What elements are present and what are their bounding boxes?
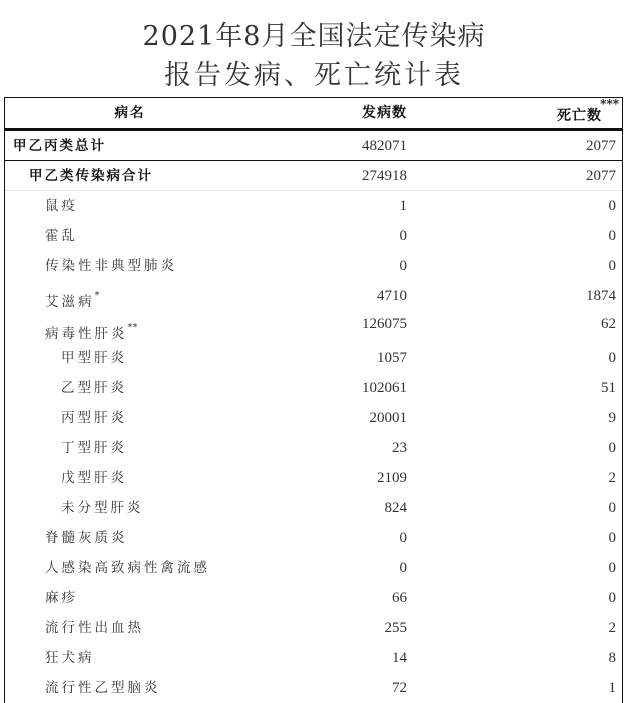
header-cases: 发病数 bbox=[362, 105, 407, 121]
row-cases: 0 bbox=[399, 258, 407, 274]
table-row bbox=[5, 613, 622, 643]
table-row bbox=[5, 643, 622, 673]
row-footnote: * bbox=[94, 290, 100, 301]
table-row-subtotal bbox=[5, 161, 622, 191]
row-name: 麻疹 bbox=[45, 590, 78, 606]
table-row bbox=[5, 221, 622, 251]
row-deaths: 0 bbox=[608, 530, 616, 546]
row-deaths: 0 bbox=[608, 350, 616, 366]
row-deaths: 0 bbox=[608, 590, 616, 606]
table-row bbox=[5, 583, 622, 613]
header-disease-name: 病名 bbox=[114, 105, 146, 121]
header-deaths: 死亡数 bbox=[557, 108, 602, 124]
table-row bbox=[5, 343, 622, 373]
row-name: 丙型肝炎 bbox=[61, 410, 127, 426]
row-cases: 126075 bbox=[362, 316, 407, 332]
page-title-line-1: 2021年8月全国法定传染病 bbox=[142, 21, 486, 52]
row-cases: 66 bbox=[392, 590, 407, 606]
row-cases: 274918 bbox=[362, 168, 407, 184]
table-row bbox=[5, 553, 622, 583]
row-deaths: 2 bbox=[608, 620, 616, 636]
row-name: 流行性乙型脑炎 bbox=[45, 680, 161, 696]
row-deaths: 2 bbox=[608, 470, 616, 486]
table-row bbox=[5, 523, 622, 553]
row-cases: 255 bbox=[384, 620, 407, 636]
row-cases: 482071 bbox=[362, 138, 407, 154]
row-deaths: 0 bbox=[608, 440, 616, 456]
row-cases: 0 bbox=[399, 560, 407, 576]
row-name: 甲乙类传染病合计 bbox=[29, 168, 153, 184]
row-deaths: 0 bbox=[608, 198, 616, 214]
table-row bbox=[5, 191, 622, 221]
row-name: 艾滋病* bbox=[45, 290, 100, 310]
row-deaths: 0 bbox=[608, 500, 616, 516]
row-name: 戊型肝炎 bbox=[61, 470, 127, 486]
table-row bbox=[5, 373, 622, 403]
row-deaths: 2077 bbox=[586, 168, 616, 184]
row-footnote: ** bbox=[127, 322, 138, 333]
row-name: 人感染高致病性禽流感 bbox=[45, 560, 210, 576]
row-name: 丁型肝炎 bbox=[61, 440, 127, 456]
row-cases: 0 bbox=[399, 228, 407, 244]
row-deaths: 0 bbox=[608, 258, 616, 274]
row-name: 甲型肝炎 bbox=[61, 350, 127, 366]
row-name: 未分型肝炎 bbox=[61, 500, 144, 516]
disease-statistics-table bbox=[4, 97, 623, 703]
row-cases: 102061 bbox=[362, 380, 407, 396]
row-deaths: 0 bbox=[608, 560, 616, 576]
row-cases: 20001 bbox=[369, 410, 407, 426]
row-deaths: 1 bbox=[608, 680, 616, 696]
row-name: 狂犬病 bbox=[45, 650, 95, 666]
table-row bbox=[5, 251, 622, 281]
table-header-row bbox=[5, 98, 622, 131]
row-cases: 72 bbox=[392, 680, 407, 696]
table-row bbox=[5, 493, 622, 523]
row-cases: 2109 bbox=[377, 470, 407, 486]
header-deaths-footnote: *** bbox=[600, 97, 619, 111]
row-deaths: 62 bbox=[601, 316, 616, 332]
row-deaths: 8 bbox=[608, 650, 616, 666]
row-cases: 0 bbox=[399, 530, 407, 546]
page-title-line-2: 报告发病、死亡统计表 bbox=[164, 60, 464, 91]
table-row bbox=[5, 313, 622, 343]
row-name: 乙型肝炎 bbox=[61, 380, 127, 396]
row-name: 流行性出血热 bbox=[45, 620, 144, 636]
row-name: 传染性非典型肺炎 bbox=[45, 258, 177, 274]
row-cases: 23 bbox=[392, 440, 407, 456]
row-name: 甲乙丙类总计 bbox=[13, 138, 106, 154]
row-cases: 14 bbox=[392, 650, 407, 666]
row-deaths: 0 bbox=[608, 228, 616, 244]
row-deaths: 2077 bbox=[586, 138, 616, 154]
row-cases: 824 bbox=[384, 500, 407, 516]
table-row bbox=[5, 433, 622, 463]
row-cases: 1057 bbox=[377, 350, 407, 366]
row-deaths: 51 bbox=[601, 380, 616, 396]
table-row bbox=[5, 673, 622, 703]
table-row bbox=[5, 463, 622, 493]
row-name: 霍乱 bbox=[45, 228, 78, 244]
row-cases: 1 bbox=[399, 198, 407, 214]
row-name: 鼠疫 bbox=[45, 198, 78, 214]
row-cases: 4710 bbox=[377, 288, 407, 304]
row-name: 病毒性肝炎** bbox=[45, 322, 138, 342]
row-deaths: 1874 bbox=[586, 288, 616, 304]
table-row bbox=[5, 281, 622, 313]
table-row-total bbox=[5, 131, 622, 161]
row-deaths: 9 bbox=[608, 410, 616, 426]
table-row bbox=[5, 403, 622, 433]
row-name: 脊髓灰质炎 bbox=[45, 530, 128, 546]
